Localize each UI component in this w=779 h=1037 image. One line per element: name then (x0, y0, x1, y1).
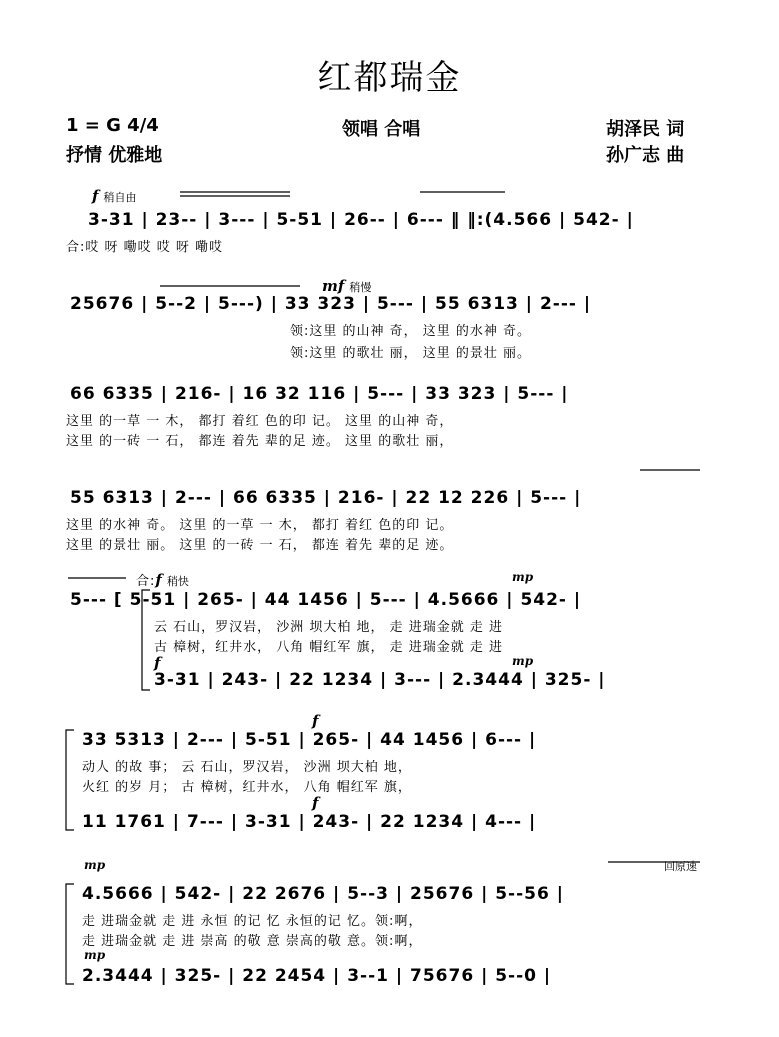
lower-dyn: mp (512, 654, 534, 668)
measure: 3--- (394, 670, 432, 690)
measure: 3-31 (244, 812, 292, 832)
measure: 7--- (186, 812, 224, 832)
line-1-lyrics: 合:哎 呀 嘞哎 哎 呀 嘞哎 (66, 240, 224, 255)
system-bracket (66, 730, 74, 830)
measure: 3-31 (88, 210, 135, 230)
performance-form: 领唱 合唱 (342, 119, 421, 140)
expression-mark: 抒情 优雅地 (66, 145, 163, 166)
tempo-text: 稍慢 (349, 281, 372, 294)
measure: 3-31 (154, 670, 201, 690)
measure: 44 1456 (380, 730, 465, 750)
measure: 243- (221, 670, 269, 690)
line-5-lyrics-1: 云 石山，罗汉岩， 沙洲 坝大柏 地， 走 进瑞金就 走 进 (154, 620, 504, 635)
measure: 22 1234 (289, 670, 374, 690)
measure: 2.3444 (82, 966, 154, 986)
line-6-f: f (312, 712, 319, 730)
line-7-lower-notes: 2.3444 | 325- | 22 2454 | 3--1 | 75676 | 5--0 | (82, 966, 552, 986)
lyricist-credit: 胡泽民 词 (606, 119, 685, 140)
measure: 5-51 (276, 210, 324, 230)
system-bracket (66, 884, 74, 984)
line-5-mark: 合:f 稍快 (136, 571, 189, 589)
measure: 5-51 (244, 730, 292, 750)
measure: 5--0 (495, 966, 537, 986)
measure: 33 323 (284, 294, 356, 314)
measure: 216- (337, 488, 385, 508)
line-4-lyrics-2: 这里 的景壮 丽。 这里 的一砖 一 石， 都连 着先 辈的足 迹。 (66, 538, 454, 553)
measure: 25676 (410, 884, 475, 904)
measure: 2.3444 (452, 670, 524, 690)
line-5-notes: 5--- [ 5-51 | 265- | 44 1456 | 5--- | 4.5666 | 542- | (70, 590, 582, 610)
measure: 542- (520, 590, 567, 610)
measure: 22 2676 (242, 884, 327, 904)
measure: 55 6313 (70, 488, 154, 508)
measure: 2--- (539, 294, 577, 314)
line-7-lyrics-2: 走 进瑞金就 走 进 崇高 的敬 意 崇高的敬 意。领:啊， (82, 934, 423, 949)
measure: 66 6335 (232, 488, 317, 508)
measure: 3--- (218, 210, 256, 230)
system-bracket (142, 590, 150, 690)
measure: 33 323 (425, 384, 497, 404)
line-2-lyrics-2: 领:这里 的歌壮 丽， 这里 的景壮 丽。 (290, 346, 532, 361)
line-4-notes: 55 6313 | 2--- | 66 6335 | 216- | 22 12 226 | 5--- | (70, 488, 582, 508)
measure: 243- (312, 812, 360, 832)
line-5-lyrics-2: 古 樟树，红井水， 八角 帽红军 旗， 走 进瑞金就 走 进 (154, 640, 504, 655)
measure: 22 2454 (242, 966, 327, 986)
measure: 2--- (174, 488, 212, 508)
measure: 325- (174, 966, 222, 986)
tempo-return: 回原速 (664, 860, 697, 873)
line-6-lyrics-2: 火红 的岁 月； 古 樟树，红井水， 八角 帽红军 旗， (82, 780, 412, 795)
measure: 5-51 (129, 590, 177, 610)
measure: 6--- (485, 730, 523, 750)
composer-credit: 孙广志 曲 (606, 145, 685, 166)
measure: 216- (174, 384, 222, 404)
line-7-lyrics-1: 走 进瑞金就 走 进 永恒 的记 忆 永恒的记 忆。领:啊， (82, 914, 423, 929)
measure: 23-- (155, 210, 198, 230)
measure: 5--- (369, 590, 407, 610)
line-6-lower-notes: 11 1761 | 7--- | 3-31 | 243- | 22 1234 | 4--- | (82, 812, 537, 832)
measure: 16 32 116 (242, 384, 347, 404)
measure: 44 1456 (264, 590, 349, 610)
line-2-lyrics-1: 领:这里 的山神 奇， 这里 的水神 奇。 (290, 324, 532, 339)
measure: 5--- (376, 294, 414, 314)
measure: 66 6335 (70, 384, 154, 404)
line-4-lyrics-1: 这里 的水神 奇。 这里 的一草 一 木， 都打 着红 色的印 记。 (66, 518, 454, 533)
line-1-mark: f 稍自由 (92, 187, 137, 205)
measure: 5--56 (495, 884, 550, 904)
measure: 2--- (186, 730, 224, 750)
measure: 6--- (406, 210, 444, 230)
line-6-notes: 33 5313 | 2--- | 5-51 | 265- | 44 1456 | 6--- | (82, 730, 537, 750)
line-2-mark: mf 稍慢 (322, 277, 372, 295)
measure: 542- (174, 884, 222, 904)
measure: 5--- (367, 384, 405, 404)
line-7-notes: 4.5666 | 542- | 22 2676 | 5--3 | 25676 | 5--56 | (82, 884, 564, 904)
line-2-notes: 25676 | 5--2 | 5---) | 33 323 | 5--- | 55 6313 | 2--- | (70, 294, 592, 314)
lower-dyn: f (154, 654, 161, 672)
line-1-notes: 3-31 | 23-- | 3--- | 5-51 | 26-- | 6--- ‖ ‖:(4.566 | 542- | (88, 210, 634, 230)
line-3-lyrics-2: 这里 的一砖 一 石， 都连 着先 辈的足 迹。 这里 的歌壮 丽， (66, 434, 454, 449)
measure: 4--- (485, 812, 523, 832)
measure: 4.5666 (82, 884, 154, 904)
measure: 5---) (218, 294, 264, 314)
line-5-mp: mp (512, 570, 534, 584)
lower-dyn: f (312, 794, 319, 812)
measure: 25676 (70, 294, 135, 314)
measure: 75676 (410, 966, 475, 986)
line-7-mp: mp (84, 858, 106, 872)
tempo-text: 稍快 (166, 575, 189, 588)
measure: 265- (197, 590, 244, 610)
line-3-lyrics-1: 这里 的一草 一 木， 都打 着红 色的印 记。 这里 的山神 奇， (66, 414, 454, 429)
measure: 5--2 (155, 294, 197, 314)
measure: 5--- (517, 384, 555, 404)
tempo-text: 稍自由 (103, 191, 137, 204)
measure: 5--- (70, 590, 107, 610)
line-6-lyrics-1: 动人 的故 事； 云 石山，罗汉岩， 沙洲 坝大柏 地， (82, 760, 412, 775)
measure: 11 1761 (82, 812, 166, 832)
measure: 265- (312, 730, 360, 750)
measure: 55 6313 (435, 294, 519, 314)
measure: 4.5666 (427, 590, 500, 610)
lower-dyn: mp (84, 948, 106, 962)
line-3-notes: 66 6335 | 216- | 16 32 116 | 5--- | 33 323 | 5--- | (70, 384, 569, 404)
measure: 26-- (344, 210, 386, 230)
measure: 325- (544, 670, 592, 690)
key-signature: 1 = G 4/4 (66, 115, 159, 136)
measure: ‖:(4.566 (467, 210, 553, 230)
line-5-lower-notes: 3-31 | 243- | 22 1234 | 3--- | 2.3444 | 325- | (154, 670, 606, 690)
measure: 5--3 (347, 884, 389, 904)
chorus-label: 合: (136, 574, 156, 589)
measure: 22 1234 (380, 812, 465, 832)
measure: 542- (573, 210, 620, 230)
measure: 3--1 (347, 966, 389, 986)
measure: 22 12 226 (405, 488, 510, 508)
song-title: 红都瑞金 (317, 58, 462, 98)
measure: 33 5313 (82, 730, 166, 750)
measure: 5--- (530, 488, 568, 508)
